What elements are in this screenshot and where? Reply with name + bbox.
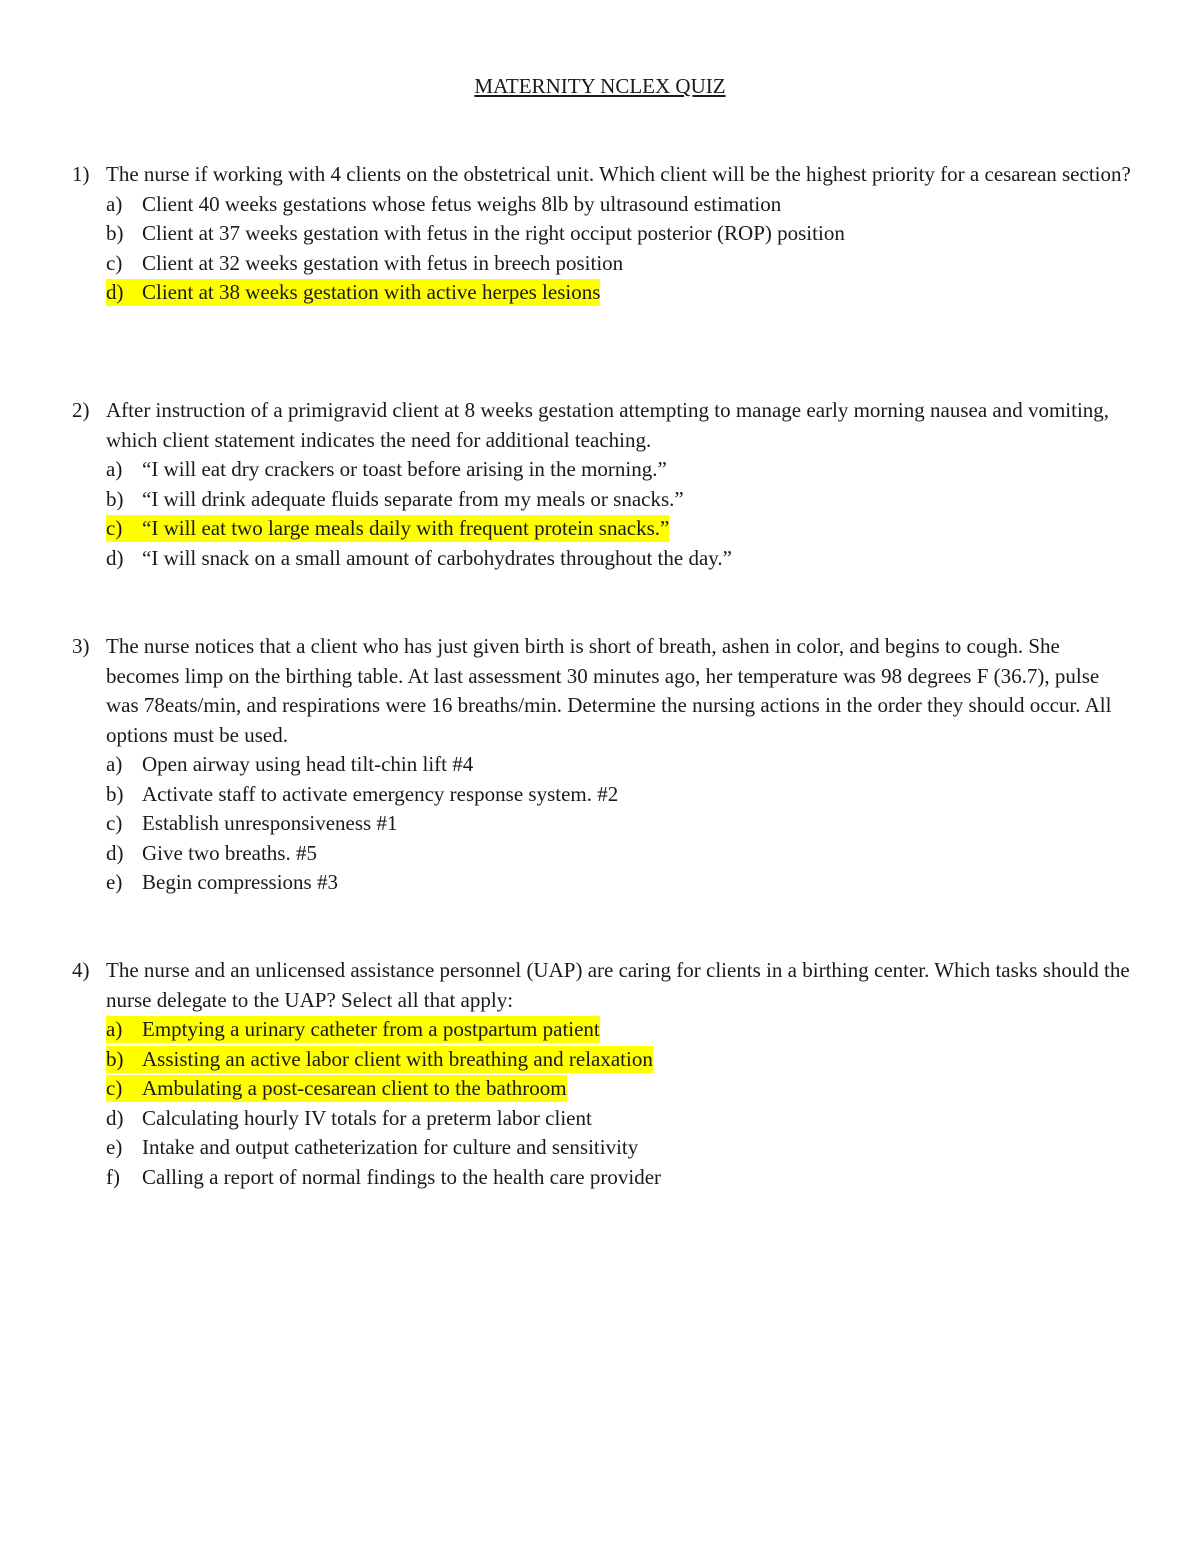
answer-option-highlighted [72,514,1132,544]
question-2 [72,396,1132,573]
option-text: Open airway using head tilt-chin lift #4 [142,752,474,776]
option-letter: c) [106,1076,123,1100]
option-text: Ambulating a post-cesarean client to the bathroom [142,1076,567,1100]
question-number: 4) [72,958,90,982]
question-text: After instruction of a primigravid client at 8 weeks gestation attempting to manage early morning nausea and vomiting, which client statement indicates the need for additional teaching. [106,398,1110,452]
question-stem [72,956,1132,1015]
option-text: Client at 32 weeks gestation with fetus in breech position [142,250,624,275]
answer-option [72,780,1132,810]
answer-option [72,455,1132,485]
answer-option [72,839,1132,869]
question-text: The nurse if working with 4 clients on the obstetrical unit. Which client will be the highest priority for a cesarean section? [106,162,1131,186]
option-letter: a) [106,457,123,481]
option-letter: a) [106,191,123,216]
answer-options [72,750,1132,898]
answer-options [72,190,1132,308]
answer-highlight [106,1046,653,1073]
option-text: Assisting an active labor client with breathing and relaxation [142,1046,653,1071]
question-3 [72,632,1132,898]
question-number: 2) [72,398,90,422]
option-letter: d) [106,840,124,865]
answer-option [72,868,1132,898]
answer-option [72,249,1132,279]
option-text: Begin compressions #3 [142,870,338,894]
answer-highlight [106,1075,567,1102]
option-letter: d) [106,1105,124,1130]
question-number: 3) [72,634,90,658]
option-letter: a) [106,1017,123,1041]
option-text: Client 40 weeks gestations whose fetus weighs 8lb by ultrasound estimation [142,191,782,216]
option-letter: b) [106,221,124,245]
document-title: MATERNITY NCLEX QUIZ [474,74,726,98]
option-letter: b) [106,781,124,806]
answer-option [72,809,1132,839]
question-number: 1) [72,162,90,186]
answer-option [72,1133,1132,1163]
question-stem [72,396,1132,455]
option-letter: c) [106,516,123,540]
option-text: Client at 38 weeks gestation with active herpes lesions [142,280,601,304]
answer-options [72,1015,1132,1192]
answer-option [72,190,1132,220]
answer-highlight [106,1016,600,1043]
answer-option-highlighted [72,278,1132,308]
option-letter: b) [106,1046,124,1071]
question-stem [72,160,1132,190]
answer-highlight [106,515,669,542]
answer-option [72,750,1132,780]
question-1 [72,160,1132,308]
option-letter: e) [106,1135,123,1159]
option-text: “I will drink adequate fluids separate from my meals or snacks.” [142,486,684,511]
option-letter: f) [106,1164,120,1189]
answer-options [72,455,1132,573]
option-text: Emptying a urinary catheter from a postpartum patient [142,1017,600,1041]
option-letter: e) [106,870,123,894]
answer-option-highlighted [72,1015,1132,1045]
answer-option-highlighted [72,1045,1132,1075]
option-letter: d) [106,280,124,304]
option-text: Establish unresponsiveness #1 [142,811,398,835]
option-text: Activate staff to activate emergency response system. #2 [142,781,619,806]
answer-option [72,1163,1132,1193]
option-text: “I will eat two large meals daily with frequent protein snacks.” [142,516,670,540]
option-text: Calculating hourly IV totals for a preterm labor client [142,1105,592,1130]
answer-option [72,544,1132,574]
option-text: Client at 37 weeks gestation with fetus in the right occiput posterior (ROP) position [142,221,845,245]
option-letter: c) [106,811,123,835]
answer-highlight [106,279,600,306]
answer-option-highlighted [72,1074,1132,1104]
option-letter: c) [106,250,123,275]
question-text: The nurse notices that a client who has just given birth is short of breath, ashen in color, and begins to cough. She becomes limp on the birthing table. At last assessment 30 minutes ago, her temperature was 98 degrees F (36.7), pulse was 78eats/min, and respirations were 16 breaths/min. Determine the nursing actions in the order they should occur. All options must be used. [106,634,1112,747]
question-stem [72,632,1132,750]
question-4 [72,956,1132,1192]
option-letter: d) [106,545,124,570]
option-text: Calling a report of normal findings to the health care provider [142,1164,662,1189]
option-letter: a) [106,752,123,776]
option-text: “I will eat dry crackers or toast before arising in the morning.” [142,457,667,481]
option-text: Intake and output catheterization for culture and sensitivity [142,1135,639,1159]
option-letter: b) [106,486,124,511]
answer-option [72,485,1132,515]
option-text: “I will snack on a small amount of carbohydrates throughout the day.” [142,545,732,570]
answer-option [72,219,1132,249]
question-text: The nurse and an unlicensed assistance personnel (UAP) are caring for clients in a birthing center. Which tasks should the nurse delegate to the UAP? Select all that apply: [106,958,1130,1012]
answer-option [72,1104,1132,1134]
option-text: Give two breaths. #5 [142,840,317,865]
